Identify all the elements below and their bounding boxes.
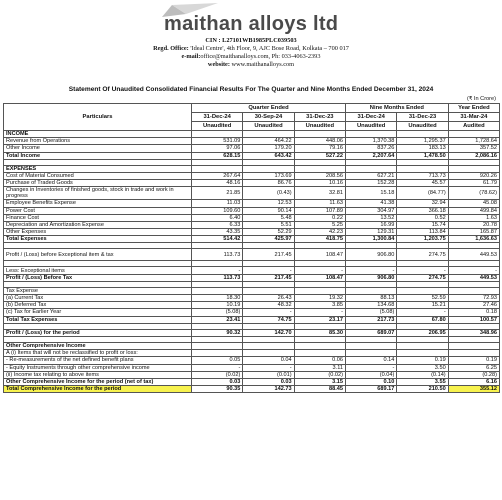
row-value: (0.02) xyxy=(294,371,345,378)
table-row xyxy=(4,152,500,159)
row-value: 26.43 xyxy=(243,295,294,302)
row-value: (0.28) xyxy=(448,371,499,378)
row-value: - xyxy=(243,364,294,371)
row-value xyxy=(448,131,499,138)
row-value: (5.08) xyxy=(192,309,243,316)
table-row xyxy=(4,200,500,207)
row-value xyxy=(294,131,345,138)
row-value: 514.42 xyxy=(192,236,243,243)
row-value: 11.63 xyxy=(294,200,345,207)
row-label: Total Income xyxy=(4,152,192,159)
row-value: 425.97 xyxy=(243,236,294,243)
row-value: 11.03 xyxy=(192,200,243,207)
row-value xyxy=(192,342,243,349)
table-row xyxy=(4,236,500,243)
table-row xyxy=(4,302,500,309)
row-value: 23.17 xyxy=(294,316,345,323)
row-value: 16.99 xyxy=(346,221,397,228)
table-row xyxy=(4,350,500,357)
row-value: 0.19 xyxy=(397,357,448,364)
row-value: 267.64 xyxy=(192,172,243,179)
row-value xyxy=(243,165,294,172)
row-value: 0.05 xyxy=(192,357,243,364)
row-value: 366.18 xyxy=(397,207,448,214)
row-value: 15.21 xyxy=(397,302,448,309)
row-label: Tax Expense xyxy=(4,287,192,294)
row-value: 6.33 xyxy=(192,221,243,228)
table-row xyxy=(4,207,500,214)
row-value: 52.59 xyxy=(397,295,448,302)
row-label: Employee Benefits Expense xyxy=(4,200,192,207)
row-value: (0.02) xyxy=(192,371,243,378)
row-value: 3.50 xyxy=(397,364,448,371)
row-value: 32.94 xyxy=(397,200,448,207)
row-value: 906.80 xyxy=(346,249,397,261)
company-name: maithan alloys ltd xyxy=(164,13,339,35)
group-year: Year Ended xyxy=(448,104,499,113)
row-label: Purchase of Traded Goods xyxy=(4,180,192,187)
row-value: 90.32 xyxy=(192,329,243,336)
row-value: 21.85 xyxy=(192,187,243,200)
row-value: 108.47 xyxy=(294,274,345,281)
row-value: 0.18 xyxy=(448,309,499,316)
row-value: 627.21 xyxy=(346,172,397,179)
row-value: 23.41 xyxy=(192,316,243,323)
table-row xyxy=(4,221,500,228)
row-value: 920.26 xyxy=(448,172,499,179)
row-value: 88.13 xyxy=(346,295,397,302)
row-value: 173.69 xyxy=(243,172,294,179)
row-value: 90.14 xyxy=(243,207,294,214)
row-value xyxy=(192,131,243,138)
row-label: (c) Tax for Earlier Year xyxy=(4,309,192,316)
row-value: - xyxy=(294,309,345,316)
row-value: 0.06 xyxy=(294,357,345,364)
row-value xyxy=(294,287,345,294)
table-row xyxy=(4,145,500,152)
statement-title: Statement Of Unaudited Consolidated Financial Results For The Quarter and Nine Months Ended December 31, 2024 xyxy=(68,86,434,93)
row-value: 1,728.64 xyxy=(448,138,499,145)
row-label: - Equity Instruments through other comprehensive income xyxy=(4,364,192,371)
row-value: - xyxy=(192,267,243,274)
row-value: 48.16 xyxy=(192,180,243,187)
row-label: Finance Cost xyxy=(4,214,192,221)
company-logo xyxy=(160,2,360,35)
row-value: 67.80 xyxy=(397,316,448,323)
row-value xyxy=(346,165,397,172)
row-label: (b) Deferred Tax xyxy=(4,302,192,309)
row-value: 1,478.50 xyxy=(397,152,448,159)
row-value: 32.81 xyxy=(294,187,345,200)
row-value: 5.48 xyxy=(243,214,294,221)
row-value: - xyxy=(243,309,294,316)
row-value: 183.13 xyxy=(397,145,448,152)
row-value: 0.52 xyxy=(397,214,448,221)
row-value: 19.32 xyxy=(294,295,345,302)
group-nine-months: Nine Months Ended xyxy=(346,104,449,113)
row-value: 304.97 xyxy=(346,207,397,214)
row-value xyxy=(346,342,397,349)
row-value: 45.08 xyxy=(448,200,499,207)
row-value xyxy=(294,350,345,357)
row-value: 2,207.64 xyxy=(346,152,397,159)
row-value xyxy=(448,165,499,172)
row-value: 61.79 xyxy=(448,180,499,187)
row-value: 107.89 xyxy=(294,207,345,214)
status-header: Unaudited xyxy=(243,122,294,131)
row-value: (78.62) xyxy=(448,187,499,200)
row-value: 6.25 xyxy=(448,364,499,371)
row-value: 10.19 xyxy=(192,302,243,309)
row-value xyxy=(192,350,243,357)
row-value: 1,300.84 xyxy=(346,236,397,243)
row-value: 42.23 xyxy=(294,229,345,236)
row-value: 527.22 xyxy=(294,152,345,159)
row-label: - Re-measurements of the net defined benefit plans xyxy=(4,357,192,364)
row-value: 108.47 xyxy=(294,249,345,261)
row-value: 113.73 xyxy=(192,249,243,261)
row-label: Total Tax Expenses xyxy=(4,316,192,323)
row-value xyxy=(243,287,294,294)
row-value: 74.75 xyxy=(243,316,294,323)
row-label: Profit / (Loss) before Exceptional item & tax xyxy=(4,249,192,261)
row-value: 449.53 xyxy=(448,249,499,261)
date-header: 30-Sep-24 xyxy=(243,113,294,122)
row-value: 0.03 xyxy=(192,378,243,385)
row-value xyxy=(243,342,294,349)
row-label: Power Cost xyxy=(4,207,192,214)
row-value: 142.73 xyxy=(243,386,294,393)
row-value: 6.16 xyxy=(448,378,499,385)
row-value xyxy=(448,350,499,357)
date-header: 31-Mar-24 xyxy=(448,113,499,122)
table-row xyxy=(4,378,500,385)
row-value xyxy=(397,131,448,138)
status-header: Unaudited xyxy=(192,122,243,131)
row-value: 10.16 xyxy=(294,180,345,187)
row-value: 3.15 xyxy=(294,378,345,385)
row-value: 88.45 xyxy=(294,386,345,393)
row-value: - xyxy=(397,267,448,274)
row-value: - xyxy=(192,364,243,371)
row-value: 15.18 xyxy=(346,187,397,200)
row-value xyxy=(192,287,243,294)
row-value: 0.04 xyxy=(243,357,294,364)
row-value: 837.26 xyxy=(346,145,397,152)
row-value: 274.75 xyxy=(397,249,448,261)
row-value xyxy=(397,165,448,172)
row-value: 210.50 xyxy=(397,386,448,393)
row-value: 72.93 xyxy=(448,295,499,302)
row-value xyxy=(397,287,448,294)
row-value: 113.73 xyxy=(192,274,243,281)
table-row xyxy=(4,138,500,145)
row-value: 689.17 xyxy=(346,386,397,393)
row-value: 217.45 xyxy=(243,249,294,261)
row-value: 5.25 xyxy=(294,221,345,228)
row-value: 15.74 xyxy=(397,221,448,228)
row-label: A (i) Items that will not be reclassified to profit or loss: xyxy=(4,350,192,357)
row-value: (84.77) xyxy=(397,187,448,200)
date-header: 31-Dec-24 xyxy=(192,113,243,122)
status-header: Unaudited xyxy=(346,122,397,131)
table-row xyxy=(4,249,500,261)
row-label: EXPENSES xyxy=(4,165,192,172)
email-line: e-mail:office@maithanalloys.com, Ph: 033-4063-2393 xyxy=(181,53,321,60)
row-label: Revenue from Operations xyxy=(4,138,192,145)
table-row xyxy=(4,172,500,179)
row-value xyxy=(346,131,397,138)
status-header: Unaudited xyxy=(397,122,448,131)
table-row xyxy=(4,309,500,316)
date-header: 31-Dec-23 xyxy=(397,113,448,122)
row-value: 5.51 xyxy=(243,221,294,228)
table-row xyxy=(4,316,500,323)
row-value: 41.38 xyxy=(346,200,397,207)
row-label: Cost of Material Consumed xyxy=(4,172,192,179)
row-value: 0.10 xyxy=(346,378,397,385)
row-value: 464.22 xyxy=(243,138,294,145)
row-value: 90.35 xyxy=(192,386,243,393)
row-value: 165.87 xyxy=(448,229,499,236)
row-value: 0.03 xyxy=(243,378,294,385)
row-value: 18.30 xyxy=(192,295,243,302)
row-value: 0.22 xyxy=(294,214,345,221)
row-value: 208.56 xyxy=(294,172,345,179)
date-header: 31-Dec-24 xyxy=(346,113,397,122)
row-label: (a) Current Tax xyxy=(4,295,192,302)
row-value: - xyxy=(448,267,499,274)
table-row xyxy=(4,214,500,221)
row-value: - xyxy=(346,364,397,371)
row-value: 13.52 xyxy=(346,214,397,221)
row-value: 45.57 xyxy=(397,180,448,187)
row-label: Profit / (Loss) for the period xyxy=(4,329,192,336)
row-value: 643.42 xyxy=(243,152,294,159)
row-value: 6.40 xyxy=(192,214,243,221)
currency-unit: (₹ In Crore) xyxy=(466,96,496,102)
row-value: 1,295.37 xyxy=(397,138,448,145)
row-value: - xyxy=(294,267,345,274)
status-header: Unaudited xyxy=(294,122,345,131)
row-value: 531.09 xyxy=(192,138,243,145)
row-label: Other Comprehensive Income xyxy=(4,342,192,349)
date-header: 31-Dec-23 xyxy=(294,113,345,122)
row-label: Other Comprehensive Income for the period (net of tax) xyxy=(4,378,192,385)
row-value: 628.15 xyxy=(192,152,243,159)
group-quarter: Quarter Ended xyxy=(192,104,346,113)
row-value: - xyxy=(397,309,448,316)
row-value: 129.31 xyxy=(346,229,397,236)
row-value: 3.85 xyxy=(294,302,345,309)
row-label: Total Comprehensive Income for the period xyxy=(4,386,192,393)
row-value: 0.19 xyxy=(448,357,499,364)
row-value xyxy=(397,342,448,349)
row-value xyxy=(346,350,397,357)
cin-line: CIN : L27101WB1985PLC039503 xyxy=(205,37,297,44)
row-label: (ii) Income tax relating to above items xyxy=(4,371,192,378)
row-label: Changes in Inventories of finished goods, stock in trade and work in progress xyxy=(4,187,192,200)
table-row xyxy=(4,357,500,364)
row-value: 1,370.38 xyxy=(346,138,397,145)
row-label: Other Income xyxy=(4,145,192,152)
row-label: Profit / (Loss) Before Tax xyxy=(4,274,192,281)
row-value: 0.14 xyxy=(346,357,397,364)
row-value: 1,203.75 xyxy=(397,236,448,243)
status-header: Audited xyxy=(448,122,499,131)
row-value xyxy=(294,165,345,172)
row-value: 713.73 xyxy=(397,172,448,179)
row-value: 217.45 xyxy=(243,274,294,281)
row-value: 85.30 xyxy=(294,329,345,336)
table-row xyxy=(4,229,500,236)
row-value: 274.75 xyxy=(397,274,448,281)
row-value: 1,636.63 xyxy=(448,236,499,243)
office-line: Regd. Office: 'Ideal Centre', 4th Floor, 9, AJC Bose Road, Kolkata – 700 017 xyxy=(153,45,349,52)
row-value: 449.53 xyxy=(448,274,499,281)
row-value: 142.70 xyxy=(243,329,294,336)
row-value: 448.06 xyxy=(294,138,345,145)
row-label: Total Expenses xyxy=(4,236,192,243)
row-value: 3.11 xyxy=(294,364,345,371)
table-row xyxy=(4,329,500,336)
row-value: 152.28 xyxy=(346,180,397,187)
row-value: 418.75 xyxy=(294,236,345,243)
row-value: 27.46 xyxy=(448,302,499,309)
row-value: 86.76 xyxy=(243,180,294,187)
row-value: 906.80 xyxy=(346,274,397,281)
row-value xyxy=(448,342,499,349)
row-value: - xyxy=(346,267,397,274)
row-value: 348.96 xyxy=(448,329,499,336)
table-row xyxy=(4,342,500,349)
row-value: (0.14) xyxy=(397,371,448,378)
row-value: 12.53 xyxy=(243,200,294,207)
row-value: 206.95 xyxy=(397,329,448,336)
row-value xyxy=(448,287,499,294)
table-row xyxy=(4,131,500,138)
table-row xyxy=(4,274,500,281)
row-value: 357.52 xyxy=(448,145,499,152)
particulars-header: Particulars xyxy=(4,104,192,131)
row-value: 2,086.16 xyxy=(448,152,499,159)
table-row xyxy=(4,295,500,302)
website-line: website: www.maithanalloys.com xyxy=(207,61,295,68)
row-value: 217.73 xyxy=(346,316,397,323)
row-value: 52.29 xyxy=(243,229,294,236)
row-label: INCOME xyxy=(4,131,192,138)
row-value: 97.06 xyxy=(192,145,243,152)
table-row xyxy=(4,386,500,393)
row-value: 109.60 xyxy=(192,207,243,214)
table-row xyxy=(4,165,500,172)
row-value xyxy=(243,131,294,138)
row-value: - xyxy=(243,267,294,274)
row-value: (0.04) xyxy=(346,371,397,378)
row-label: Less: Exceptional items xyxy=(4,267,192,274)
table-row xyxy=(4,187,500,200)
row-label: Other Expenses xyxy=(4,229,192,236)
table-row xyxy=(4,287,500,294)
table-row xyxy=(4,371,500,378)
header-group-row xyxy=(4,104,500,113)
row-value: (0.43) xyxy=(243,187,294,200)
row-value: 179.20 xyxy=(243,145,294,152)
row-value xyxy=(294,342,345,349)
row-value: 100.57 xyxy=(448,316,499,323)
row-value: 499.84 xyxy=(448,207,499,214)
row-value: (0.01) xyxy=(243,371,294,378)
results-table xyxy=(3,103,500,393)
row-value: (5.08) xyxy=(346,309,397,316)
row-value: 113.84 xyxy=(397,229,448,236)
row-value: 20.78 xyxy=(448,221,499,228)
row-value xyxy=(397,350,448,357)
row-value: 689.07 xyxy=(346,329,397,336)
row-value: 79.16 xyxy=(294,145,345,152)
row-value: 43.35 xyxy=(192,229,243,236)
row-value: 355.12 xyxy=(448,386,499,393)
table-row xyxy=(4,364,500,371)
row-value: 134.68 xyxy=(346,302,397,309)
row-value xyxy=(192,165,243,172)
table-row xyxy=(4,267,500,274)
row-value: 48.32 xyxy=(243,302,294,309)
row-value: 1.63 xyxy=(448,214,499,221)
row-value: 3.55 xyxy=(397,378,448,385)
row-label: Depreciation and Amortization Expense xyxy=(4,221,192,228)
table-row xyxy=(4,180,500,187)
row-value xyxy=(243,350,294,357)
row-value xyxy=(346,287,397,294)
